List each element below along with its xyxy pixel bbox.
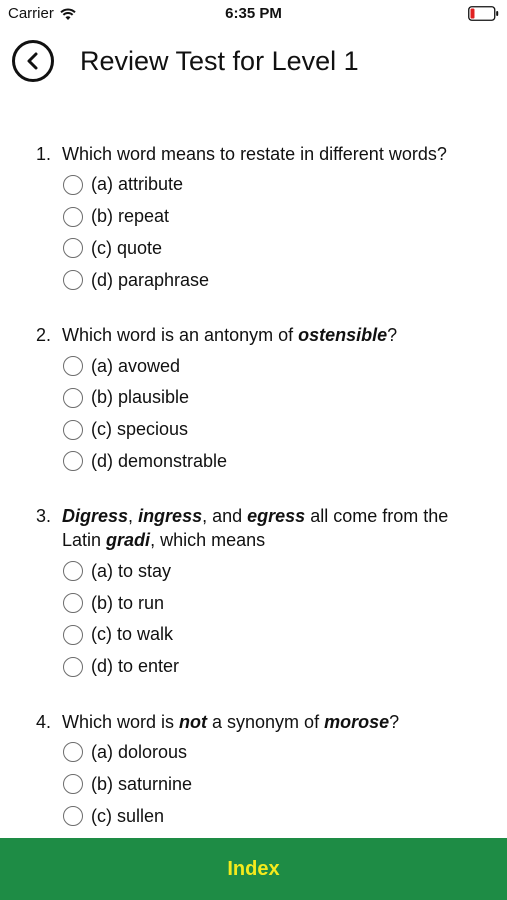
radio-button[interactable]	[63, 742, 83, 762]
index-button[interactable]	[0, 838, 507, 900]
option-label: (a) attribute	[91, 174, 184, 195]
option-label: (b) to run	[91, 592, 165, 613]
emphasized-word: not	[179, 711, 208, 732]
question-prompt: Which word is an antonym of ostensible?	[62, 325, 398, 346]
radio-button[interactable]	[63, 593, 83, 613]
option[interactable]	[63, 555, 487, 587]
option[interactable]	[63, 800, 487, 832]
option-label: (b) saturnine	[91, 773, 193, 794]
option[interactable]	[63, 768, 487, 800]
radio-button[interactable]	[63, 451, 83, 471]
question-number: 1.	[36, 144, 52, 164]
index-button-label: Index	[227, 857, 280, 880]
option-label: (c) sullen	[91, 805, 165, 826]
question-text	[36, 710, 487, 734]
option-group	[63, 350, 487, 477]
option[interactable]	[63, 382, 487, 414]
radio-button[interactable]	[63, 561, 83, 581]
question	[36, 504, 487, 682]
option[interactable]	[63, 233, 487, 265]
header	[0, 38, 507, 84]
radio-button[interactable]	[63, 420, 83, 440]
option[interactable]	[63, 737, 487, 769]
radio-button[interactable]	[63, 270, 83, 290]
option-label: (c) specious	[91, 419, 189, 440]
radio-button[interactable]	[63, 774, 83, 794]
question-prompt: Which word means to restate in different words?	[62, 144, 447, 164]
radio-button[interactable]	[63, 625, 83, 645]
option-label: (d) paraphrase	[91, 269, 210, 290]
option-label: (a) avowed	[91, 355, 181, 376]
option[interactable]	[63, 651, 487, 683]
radio-button[interactable]	[63, 175, 83, 195]
question-text	[36, 323, 487, 347]
battery-icon	[468, 6, 499, 21]
question-list[interactable]	[0, 142, 507, 838]
option-group	[63, 169, 487, 296]
radio-button[interactable]	[63, 388, 83, 408]
question-prompt: Digress, ingress, and egress all come from the Latin gradi, which means	[62, 506, 449, 551]
option[interactable]	[63, 414, 487, 446]
option-label: (c) quote	[91, 237, 163, 258]
radio-button[interactable]	[63, 657, 83, 677]
option-label: (d) demonstrable	[91, 450, 228, 471]
radio-button[interactable]	[63, 238, 83, 258]
emphasized-word: ostensible	[298, 325, 388, 346]
emphasized-word: egress	[247, 506, 306, 527]
radio-button[interactable]	[63, 356, 83, 376]
radio-button[interactable]	[63, 806, 83, 826]
option-group	[63, 555, 487, 682]
question-prompt: Which word is not a synonym of morose?	[62, 711, 400, 732]
carrier-label: Carrier	[8, 5, 54, 22]
option-label: (c) to walk	[91, 624, 174, 645]
question-text	[36, 504, 487, 552]
status-bar	[0, 0, 507, 28]
emphasized-word: Digress	[62, 506, 129, 527]
radio-button[interactable]	[63, 207, 83, 227]
question	[36, 323, 487, 477]
question-number: 4.	[36, 711, 52, 732]
chevron-left-icon	[25, 51, 41, 71]
option-label: (a) dolorous	[91, 741, 188, 762]
emphasized-word: gradi	[106, 530, 151, 551]
option-label: (b) plausible	[91, 387, 190, 408]
option[interactable]	[63, 587, 487, 619]
option[interactable]	[63, 350, 487, 382]
status-time: 6:35 PM	[225, 5, 282, 22]
page-title: Review Test for Level 1	[80, 46, 359, 76]
emphasized-word: ingress	[138, 506, 203, 527]
question-number: 3.	[36, 506, 52, 527]
question	[36, 142, 487, 296]
option-label: (a) to stay	[91, 560, 172, 581]
option[interactable]	[63, 264, 487, 296]
option[interactable]	[63, 619, 487, 651]
option[interactable]	[63, 169, 487, 201]
question-number: 2.	[36, 325, 52, 346]
option-label: (b) repeat	[91, 206, 170, 227]
question-text	[36, 142, 487, 166]
option-label: (d) to enter	[91, 656, 180, 677]
option[interactable]	[63, 446, 487, 478]
back-button[interactable]	[12, 40, 54, 82]
emphasized-word: morose	[324, 711, 390, 732]
option[interactable]	[63, 201, 487, 233]
